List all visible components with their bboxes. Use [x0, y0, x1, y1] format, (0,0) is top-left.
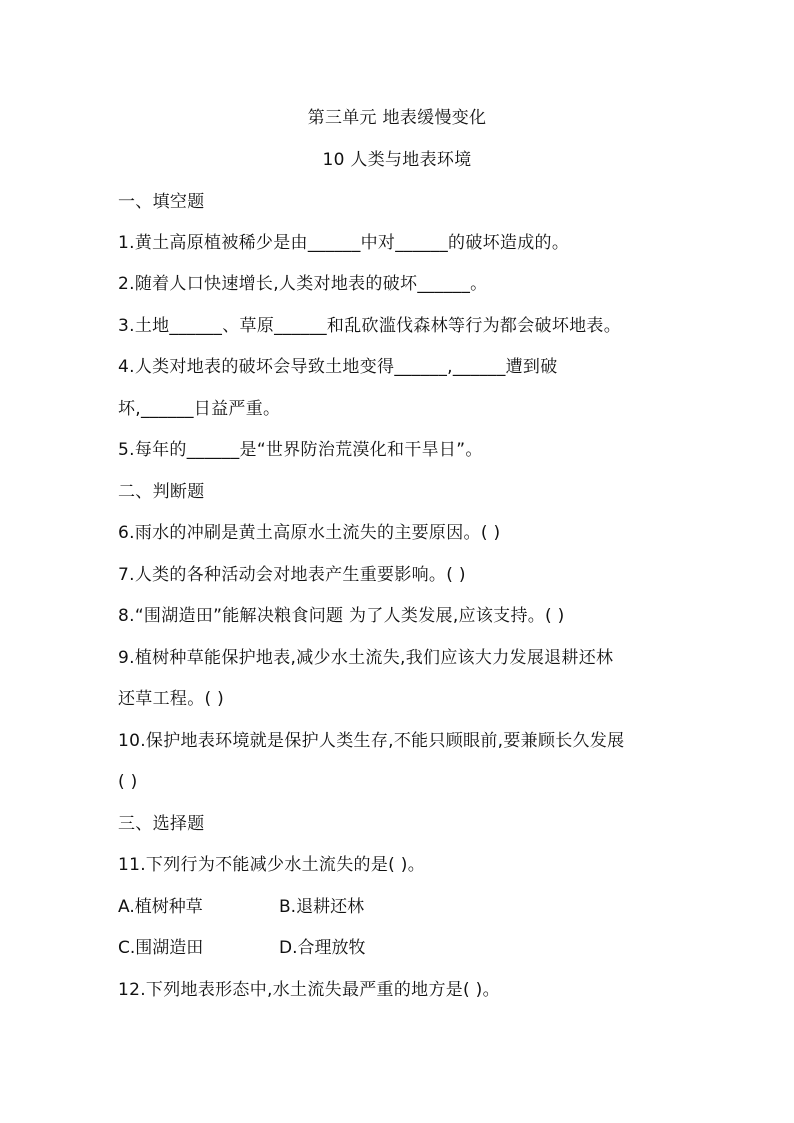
question-12: 12.下列地表形态中,水土流失最严重的地方是( )。: [118, 980, 500, 1000]
lesson-title: 10 人类与地表环境: [322, 150, 472, 170]
question-11: 11.下列行为不能减少水土流失的是( )。: [118, 855, 426, 875]
question-9-line-1: 9.植树种草能保护地表,减少水土流失,我们应该大力发展退耕还林: [118, 648, 614, 668]
section-heading-true-false: 二、判断题: [118, 482, 205, 502]
question-11-option-b: B.退耕还林: [279, 897, 365, 917]
question-8: 8.“围湖造田”能解决粮食问题 为了人类发展,应该支持。( ): [118, 606, 565, 626]
question-11-option-a: A.植树种草: [118, 897, 203, 917]
question-4-line-2: 坏,______日益严重。: [118, 399, 281, 419]
question-7: 7.人类的各种活动会对地表产生重要影响。( ): [118, 565, 466, 585]
question-10-line-2: ( ): [118, 772, 138, 792]
question-1: 1.黄土高原植被稀少是由______中对______的破坏造成的。: [118, 233, 570, 253]
section-heading-choice: 三、选择题: [118, 814, 205, 834]
question-6: 6.雨水的冲刷是黄土高原水土流失的主要原因。( ): [118, 523, 501, 543]
question-3: 3.土地______、草原______和乱砍滥伐森林等行为都会破坏地表。: [118, 316, 622, 336]
question-10-line-1: 10.保护地表环境就是保护人类生存,不能只顾眼前,要兼顾长久发展: [118, 731, 625, 751]
question-11-option-c: C.围湖造田: [118, 938, 204, 958]
section-heading-fill-blank: 一、填空题: [118, 192, 205, 212]
unit-title: 第三单元 地表缓慢变化: [307, 108, 487, 128]
question-9-line-2: 还草工程。( ): [118, 689, 225, 709]
question-5: 5.每年的______是“世界防治荒漠化和干旱日”。: [118, 440, 483, 460]
question-4-line-1: 4.人类对地表的破坏会导致土地变得______,______遭到破: [118, 357, 558, 377]
question-2: 2.随着人口快速增长,人类对地表的破坏______。: [118, 274, 488, 294]
question-11-option-d: D.合理放牧: [279, 938, 366, 958]
